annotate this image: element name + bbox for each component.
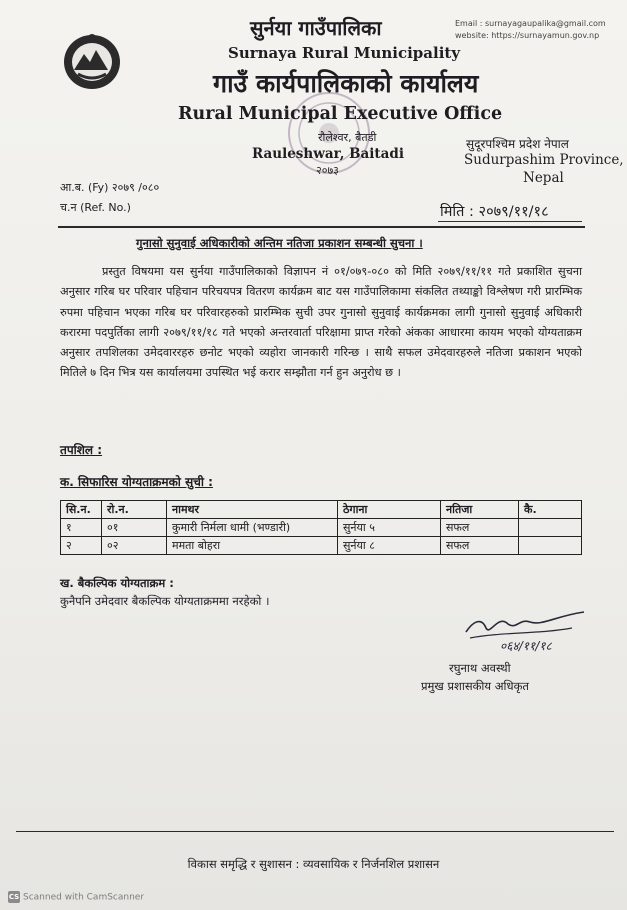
- header-remarks: कै.: [519, 501, 582, 519]
- established-year: २०७३: [316, 164, 339, 177]
- camscanner-icon: CS: [8, 893, 20, 901]
- table-header-row: [61, 501, 582, 519]
- cell-roll: ०१: [102, 519, 167, 537]
- footer-motto: विकास समृद्धि र सुशासन : व्यवसायिक र निर्जनशिल प्रशासन: [187, 857, 440, 871]
- svg-text:०६४/११/१८: ०६४/११/१८: [500, 639, 552, 652]
- scanner-text: Scanned with CamScanner: [23, 892, 145, 903]
- cell-serial: १: [61, 519, 102, 537]
- alternate-list-note: कुनैपनि उमेदवार बैकल्पिक योग्यताक्रममा नरहेको ।: [60, 594, 270, 608]
- contact-block: [455, 18, 606, 42]
- recommended-list-heading: क. सिफारिस योग्यताक्रमको सुची :: [60, 475, 213, 489]
- office-name-en: Rural Municipal Executive Office: [178, 104, 503, 124]
- nepal-emblem-logo: [62, 30, 122, 92]
- handwritten-signature: [460, 606, 590, 652]
- alternate-list-heading: ख. बैकल्पिक योग्यताक्रम :: [60, 576, 174, 590]
- signatory-name: रघुनाथ अवस्थी: [449, 661, 511, 675]
- date-underline: [438, 221, 582, 222]
- letter-date: मिति : २०७९/११/१८: [440, 204, 549, 220]
- email-text: Email : surnayagaupalika@gmail.com: [455, 19, 606, 28]
- website-text: website: https://surnayamun.gov.np: [455, 31, 600, 40]
- header-name: नामथर: [167, 501, 338, 519]
- signatory-title: प्रमुख प्रशासकीय अधिकृत: [421, 679, 529, 693]
- candidate-table: [60, 500, 582, 555]
- cell-remarks: [519, 537, 582, 555]
- table-row: [61, 519, 582, 537]
- cell-address: सुर्नया ८: [338, 537, 441, 555]
- table-row: [61, 537, 582, 555]
- cell-name: ममता बोहरा: [167, 537, 338, 555]
- notice-subject: गुनासो सुनुवाई अधिकारीको अन्तिम नतिजा प्रकाशन सम्बन्धी सुचना ।: [136, 236, 423, 250]
- cell-address: सुर्नया ५: [338, 519, 441, 537]
- header-address: ठेगाना: [338, 501, 441, 519]
- location-en: Rauleshwar, Baitadi: [252, 146, 404, 162]
- header-serial: सि.न.: [61, 501, 102, 519]
- cell-result: सफल: [441, 537, 519, 555]
- cell-name: कुमारी निर्मला धामी (भण्डारी): [167, 519, 338, 537]
- fiscal-year: आ.ब. (Fy) २०७९ /०८०: [60, 181, 160, 194]
- location-np: रौलेश्वर, बैतडी: [318, 131, 377, 144]
- country-en: Nepal: [523, 170, 564, 186]
- header-divider: [58, 226, 585, 228]
- municipality-name-en: Surnaya Rural Municipality: [228, 44, 461, 62]
- header-roll: रो.न.: [102, 501, 167, 519]
- office-name-np: गाउँ कार्यपालिकाको कार्यालय: [213, 69, 479, 98]
- scanner-watermark: [8, 891, 144, 903]
- province-np: सुदूरपश्चिम प्रदेश नेपाल: [466, 137, 569, 151]
- details-label: तपशिल :: [60, 443, 103, 457]
- cell-serial: २: [61, 537, 102, 555]
- municipality-name-np: सुर्नया गाउँपालिका: [250, 16, 382, 40]
- cell-remarks: [519, 519, 582, 537]
- cell-result: सफल: [441, 519, 519, 537]
- header-result: नतिजा: [441, 501, 519, 519]
- footer-divider: [16, 831, 614, 832]
- reference-number: च.न (Ref. No.): [60, 201, 131, 214]
- notice-body: प्रस्तुत विषयमा यस सुर्नया गाउँपालिकाको विज्ञापन नं ०१/०७९-०८० को मिति २०७९/११/११ गते प्रकाशित सुचना अनुसार गरिब घर परिवार पहिचान परिचयपत्र वितरण कार्यक्रम बाट यस गाउँपालिकामा संकलित तथ्याङ्को विश्लेषण गरी प्रारम्भिक रुपमा पहिचान भएका गरिब घर परिवारहरुको प्रारम्भिक सुची उपर गुनासो सुनुवाई कार्यक्रमका लागी गुनासो सुनुवाई अधिकारी करारमा पदपुर्तिका लागी २०७९/११/१८ गते भएको अन्तरवार्ता परिक्षामा प्राप्त गरेको अंकका आधारमा कायम भएको योग्यताक्रम अनुसार तपशिलका उमेदवाररहरु छनोट भएको व्यहोरा जानकारी गरिन्छ । साथै सफल उमेदवारहरुले नतिजा प्रकाशन भएको मितिले ७ दिन भित्र यस कार्यालयमा उपस्थित भई करार सम्झौता गर्न हुन अनुरोध छ ।: [60, 265, 582, 380]
- province-en: Sudurpashim Province,: [464, 152, 624, 168]
- cell-roll: ०२: [102, 537, 167, 555]
